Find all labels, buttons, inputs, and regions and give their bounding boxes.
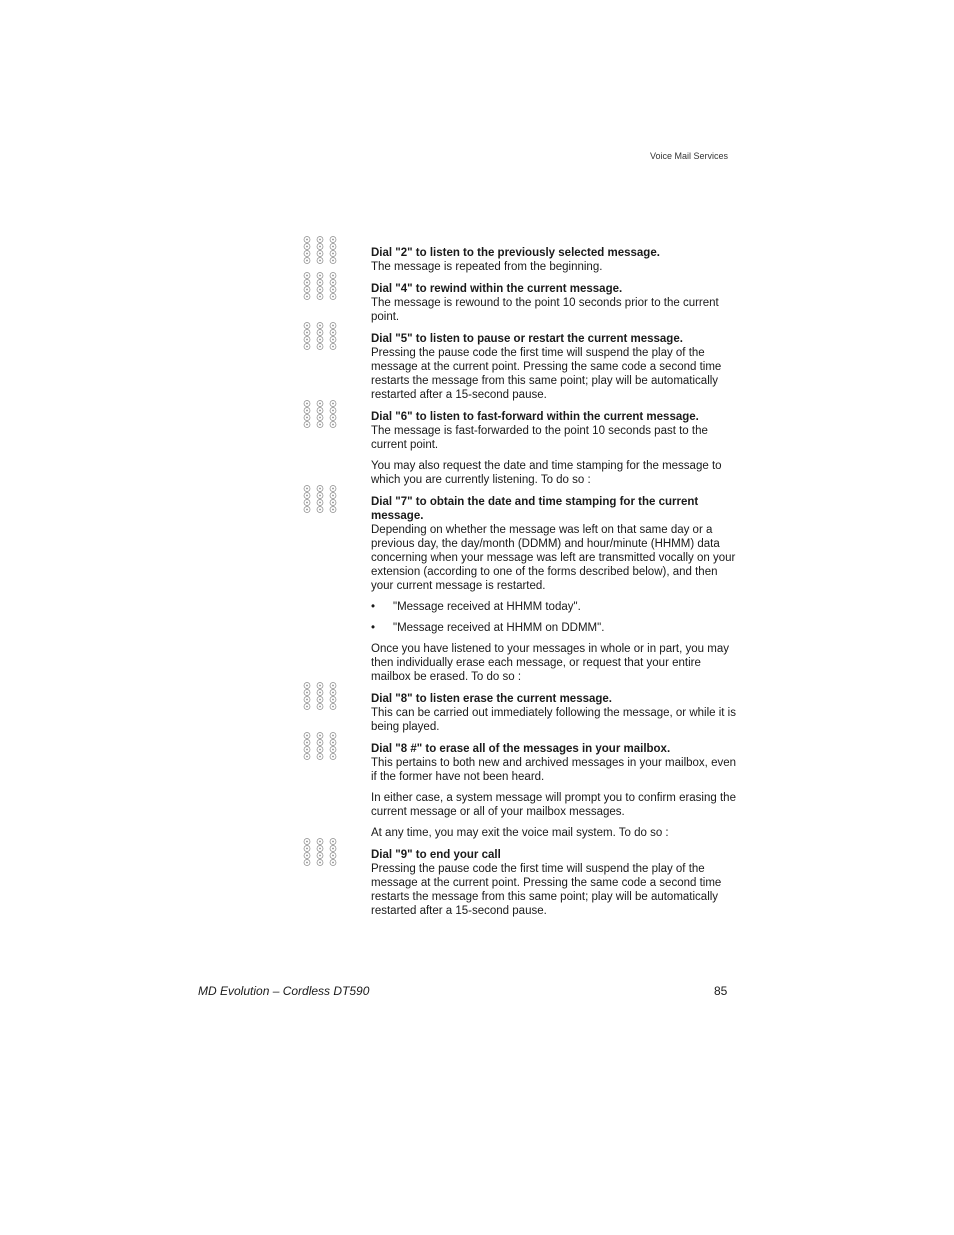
page-content bbox=[371, 246, 736, 918]
keypad-key-mark bbox=[306, 260, 308, 262]
keypad-key-mark bbox=[306, 424, 308, 426]
keypad-key-mark bbox=[319, 282, 321, 284]
keypad-key-mark bbox=[319, 742, 321, 744]
keypad-key-mark bbox=[332, 282, 334, 284]
keypad-key-mark bbox=[332, 403, 334, 405]
keypad-key-mark bbox=[319, 509, 321, 511]
keypad-icon bbox=[301, 236, 339, 264]
keypad-key-mark bbox=[332, 410, 334, 412]
keypad-key-mark bbox=[319, 403, 321, 405]
keypad-key-mark bbox=[306, 346, 308, 348]
keypad-key-mark bbox=[306, 239, 308, 241]
keypad-key-mark bbox=[332, 848, 334, 850]
keypad-key-mark bbox=[306, 488, 308, 490]
step-body: The message is fast-forwarded to the point 10 seconds past to the current point. bbox=[371, 425, 708, 451]
keypad-key-mark bbox=[306, 862, 308, 864]
keypad-key-mark bbox=[319, 260, 321, 262]
step-body: Pressing the pause code the first time will suspend the play of the message at the current point. Pressing the same code a second time restarts the message from this same point; play will be automatically restarted after a 15-second pause. bbox=[371, 347, 722, 401]
keypad-key-mark bbox=[306, 742, 308, 744]
keypad-key-mark bbox=[306, 855, 308, 857]
keypad-key-mark bbox=[319, 706, 321, 708]
keypad-key-mark bbox=[306, 275, 308, 277]
keypad-key-mark bbox=[319, 855, 321, 857]
keypad-key-mark bbox=[332, 685, 334, 687]
keypad-key-mark bbox=[306, 325, 308, 327]
keypad-key-mark bbox=[332, 289, 334, 291]
step-dial-9 bbox=[371, 848, 736, 918]
keypad-key-mark bbox=[319, 848, 321, 850]
keypad-key-mark bbox=[319, 296, 321, 298]
step-title: Dial "5" to listen to pause or restart the current message. bbox=[371, 333, 683, 345]
keypad-key-mark bbox=[306, 282, 308, 284]
keypad-key-mark bbox=[332, 239, 334, 241]
keypad-key-mark bbox=[332, 495, 334, 497]
step-title: Dial "8 #" to erase all of the messages in your mailbox. bbox=[371, 743, 671, 755]
keypad-key-mark bbox=[306, 296, 308, 298]
keypad-key-mark bbox=[319, 339, 321, 341]
keypad-key-mark bbox=[332, 862, 334, 864]
keypad-key-mark bbox=[306, 735, 308, 737]
keypad-key-mark bbox=[319, 332, 321, 334]
step-dial-5 bbox=[371, 332, 736, 402]
keypad-key-mark bbox=[306, 756, 308, 758]
keypad-key-mark bbox=[306, 332, 308, 334]
keypad-key-mark bbox=[319, 749, 321, 751]
keypad-key-mark bbox=[306, 706, 308, 708]
step-body: This pertains to both new and archived messages in your mailbox, even if the former have not been heard. bbox=[371, 757, 737, 783]
keypad-icon bbox=[301, 485, 339, 513]
bullet-item: • "Message received at HHMM on DDMM". bbox=[371, 621, 736, 635]
step-dial-7 bbox=[371, 495, 736, 684]
keypad-key-mark bbox=[319, 699, 321, 701]
keypad-icon bbox=[301, 682, 339, 710]
keypad-key-mark bbox=[332, 735, 334, 737]
keypad-key-mark bbox=[319, 417, 321, 419]
keypad-key-mark bbox=[332, 692, 334, 694]
keypad-key-mark bbox=[306, 502, 308, 504]
step-body: The message is rewound to the point 10 seconds prior to the current point. bbox=[371, 297, 719, 323]
keypad-key-mark bbox=[332, 332, 334, 334]
keypad-key-mark bbox=[306, 289, 308, 291]
keypad-key-mark bbox=[332, 841, 334, 843]
keypad-key-mark bbox=[319, 275, 321, 277]
step-dial-6 bbox=[371, 410, 736, 487]
keypad-key-mark bbox=[306, 417, 308, 419]
keypad-key-mark bbox=[306, 848, 308, 850]
paragraph: In either case, a system message will prompt you to confirm erasing the current message or all of your mailbox messages. bbox=[371, 792, 736, 818]
keypad-key-mark bbox=[319, 735, 321, 737]
keypad-key-mark bbox=[332, 246, 334, 248]
step-body: This can be carried out immediately following the message, or while it is being played. bbox=[371, 707, 736, 733]
paragraph: Once you have listened to your messages in whole or in part, you may then individually erase each message, or request that your entire mailbox be erased. To do so : bbox=[371, 643, 729, 683]
keypad-icon bbox=[301, 732, 339, 760]
bullet-item: • "Message received at HHMM today". bbox=[371, 600, 736, 614]
keypad-key-mark bbox=[306, 841, 308, 843]
step-dial-8-hash bbox=[371, 742, 736, 840]
keypad-key-mark bbox=[332, 855, 334, 857]
keypad-key-mark bbox=[332, 346, 334, 348]
keypad-key-mark bbox=[332, 424, 334, 426]
keypad-key-mark bbox=[332, 742, 334, 744]
step-dial-8 bbox=[371, 692, 736, 734]
step-title: Dial "4" to rewind within the current message. bbox=[371, 283, 623, 295]
keypad-key-mark bbox=[306, 410, 308, 412]
footer-title: MD Evolution – Cordless DT590 bbox=[198, 984, 370, 998]
keypad-key-mark bbox=[319, 756, 321, 758]
keypad-key-mark bbox=[319, 488, 321, 490]
keypad-key-mark bbox=[332, 502, 334, 504]
keypad-key-mark bbox=[319, 424, 321, 426]
keypad-key-mark bbox=[319, 502, 321, 504]
keypad-key-mark bbox=[332, 260, 334, 262]
keypad-key-mark bbox=[332, 756, 334, 758]
step-body: Depending on whether the message was left on that same day or a previous day, the day/month (DDMM) and hour/minute (HHMM) data concerning when your message was left are transmitted vocally on your extension (according to one of the forms described below), and then your current message is restarted. bbox=[371, 524, 736, 592]
keypad-key-mark bbox=[319, 862, 321, 864]
step-title: Dial "2" to listen to the previously selected message. bbox=[371, 247, 660, 259]
keypad-key-mark bbox=[332, 509, 334, 511]
keypad-key-mark bbox=[319, 346, 321, 348]
keypad-key-mark bbox=[306, 403, 308, 405]
step-body: Pressing the pause code the first time will suspend the play of the message at the current point. Pressing the same code a second time restarts the message from this same point; play will be automatically restarted after a 15-second pause. bbox=[371, 863, 722, 917]
keypad-key-mark bbox=[319, 410, 321, 412]
step-title: Dial "8" to listen erase the current message. bbox=[371, 693, 613, 705]
keypad-key-mark bbox=[319, 239, 321, 241]
keypad-icon bbox=[301, 322, 339, 350]
keypad-key-mark bbox=[319, 495, 321, 497]
keypad-key-mark bbox=[319, 685, 321, 687]
keypad-key-mark bbox=[306, 339, 308, 341]
keypad-key-mark bbox=[332, 325, 334, 327]
paragraph: At any time, you may exit the voice mail system. To do so : bbox=[371, 827, 669, 839]
step-title: Dial "6" to listen to fast-forward within the current message. bbox=[371, 411, 699, 423]
keypad-key-mark bbox=[319, 289, 321, 291]
keypad-key-mark bbox=[332, 749, 334, 751]
keypad-key-mark bbox=[332, 488, 334, 490]
keypad-key-mark bbox=[332, 296, 334, 298]
keypad-key-mark bbox=[332, 699, 334, 701]
keypad-key-mark bbox=[332, 339, 334, 341]
keypad-key-mark bbox=[332, 706, 334, 708]
keypad-icon bbox=[301, 272, 339, 300]
keypad-key-mark bbox=[306, 253, 308, 255]
paragraph: You may also request the date and time stamping for the message to which you are currently listening. To do so : bbox=[371, 460, 722, 486]
keypad-key-mark bbox=[332, 253, 334, 255]
keypad-key-mark bbox=[319, 841, 321, 843]
keypad-icon bbox=[301, 400, 339, 428]
keypad-key-mark bbox=[306, 246, 308, 248]
step-dial-2 bbox=[371, 246, 736, 274]
step-title: Dial "9" to end your call bbox=[371, 849, 501, 861]
step-title: Dial "7" to obtain the date and time stamping for the current message. bbox=[371, 496, 699, 522]
keypad-key-mark bbox=[319, 692, 321, 694]
keypad-icon bbox=[301, 838, 339, 866]
keypad-key-mark bbox=[306, 495, 308, 497]
keypad-key-mark bbox=[319, 253, 321, 255]
keypad-key-mark bbox=[319, 325, 321, 327]
keypad-key-mark bbox=[306, 699, 308, 701]
keypad-key-mark bbox=[319, 246, 321, 248]
keypad-key-mark bbox=[306, 509, 308, 511]
keypad-key-mark bbox=[306, 692, 308, 694]
keypad-key-mark bbox=[332, 417, 334, 419]
running-header: Voice Mail Services bbox=[649, 151, 728, 161]
keypad-key-mark bbox=[306, 749, 308, 751]
step-body: The message is repeated from the beginning. bbox=[371, 261, 603, 273]
step-dial-4 bbox=[371, 282, 736, 324]
page-number: 85 bbox=[714, 984, 728, 998]
keypad-key-mark bbox=[306, 685, 308, 687]
keypad-key-mark bbox=[332, 275, 334, 277]
